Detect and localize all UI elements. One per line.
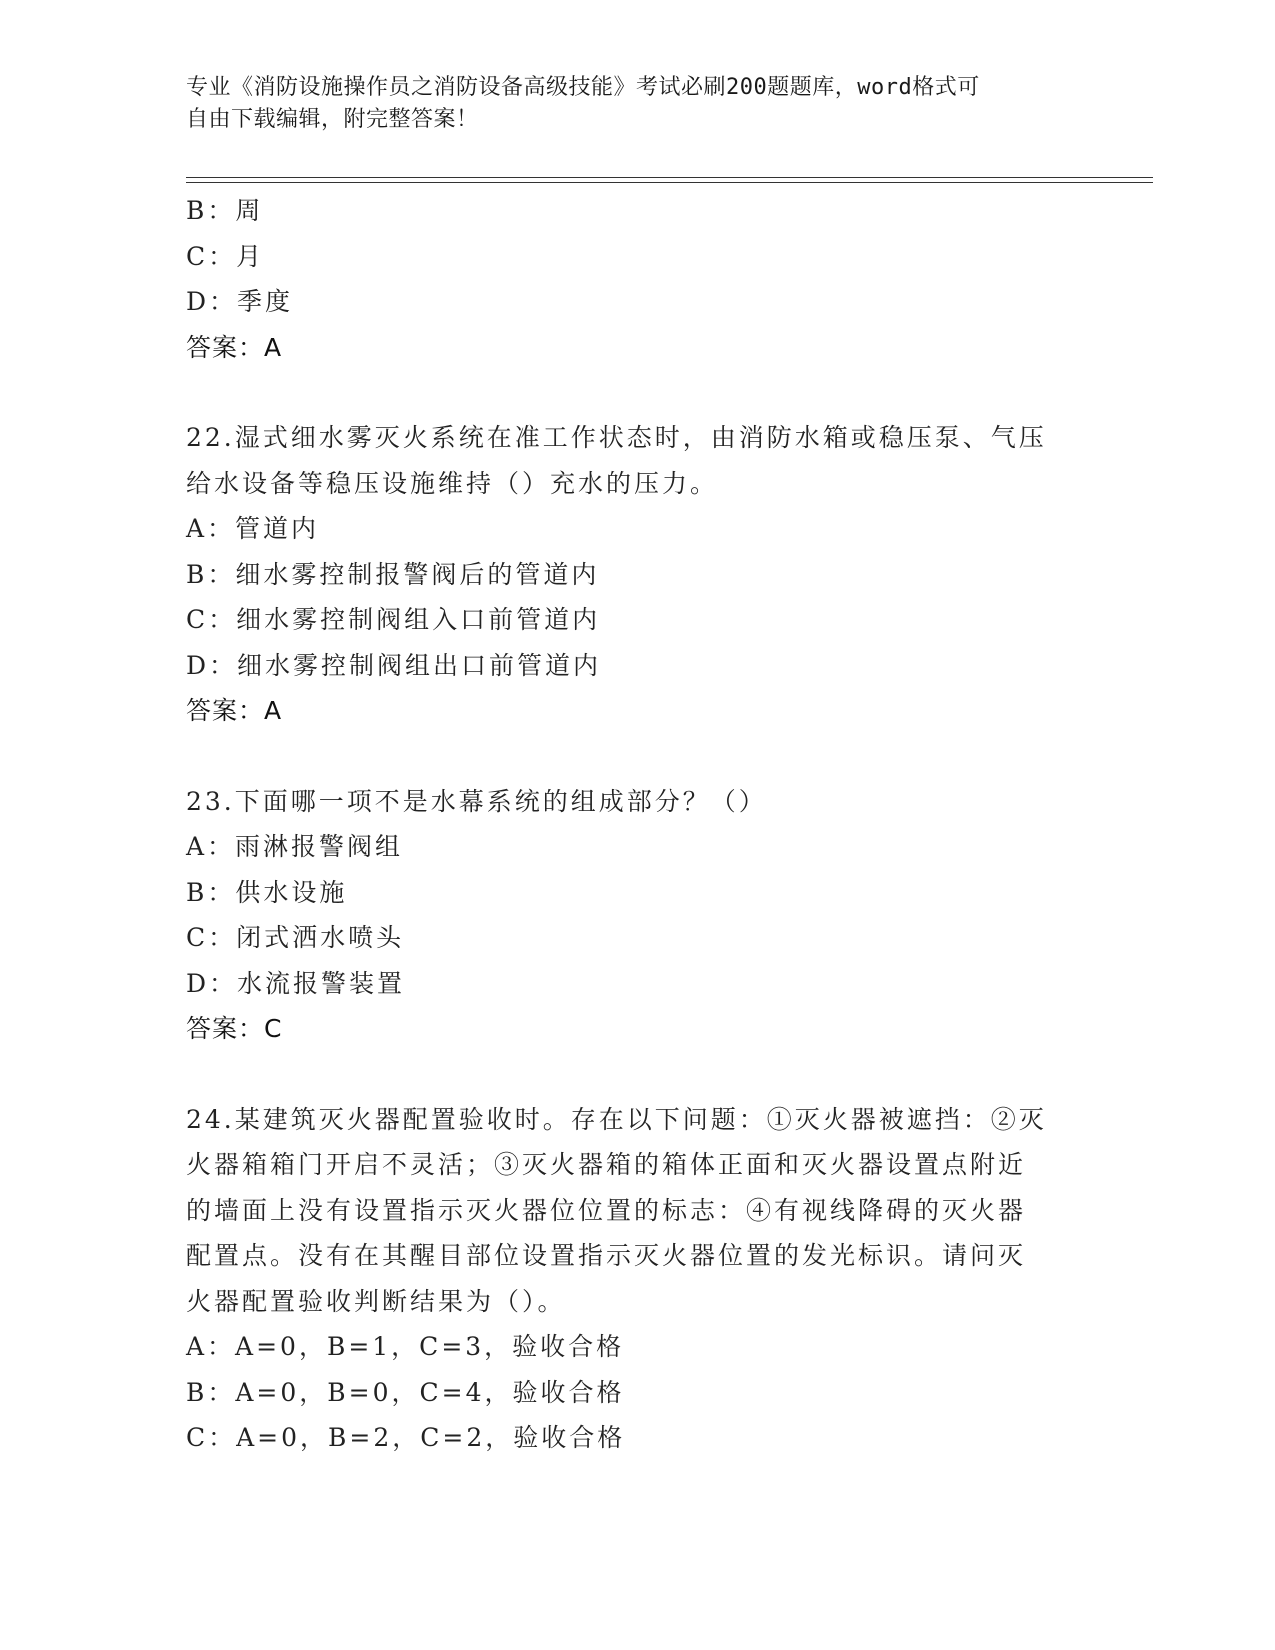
question-21-tail — [186, 188, 1086, 370]
option-c: C：月 — [186, 241, 265, 271]
option-b: B：A=0，B=0，C=4，验收合格 — [186, 1377, 625, 1407]
question-stem: 给水设备等稳压设施维持（）充水的压力。 — [186, 468, 719, 498]
question-23 — [186, 779, 1086, 1052]
option-d: D：细水雾控制阀组出口前管道内 — [186, 650, 602, 680]
answer-label: 答案：C — [186, 1014, 283, 1043]
answer-label: 答案：A — [186, 696, 283, 725]
option-c: C：闭式洒水喷头 — [186, 923, 405, 952]
header-divider — [186, 182, 1153, 183]
option-b: B：供水设施 — [186, 877, 348, 907]
option-b: B：细水雾控制报警阀后的管道内 — [186, 559, 600, 589]
question-stem: 火器箱箱门开启不灵活；③灭火器箱的箱体正面和灭火器设置点附近 — [186, 1150, 1027, 1179]
option-b: B：周 — [186, 196, 264, 225]
answer-label: 答案：A — [186, 332, 283, 362]
question-stem: 火器配置验收判断结果为（）。 — [186, 1286, 566, 1316]
header-line: 专业《消防设施操作员之消防设备高级技能》考试必刷200题题库，word格式可 — [186, 75, 980, 100]
document-header — [186, 72, 1066, 136]
header-divider — [186, 177, 1153, 178]
option-c: C：A=0，B=2，C=2，验收合格 — [186, 1423, 626, 1452]
question-22 — [186, 415, 1086, 734]
option-c: C：细水雾控制阀组入口前管道内 — [186, 605, 601, 634]
question-stem: 24.某建筑灭火器配置验收时。存在以下问题：①灭火器被遮挡：②灭 — [186, 1104, 1047, 1134]
option-a: A：雨淋报警阀组 — [186, 832, 404, 861]
option-a: A：管道内 — [186, 514, 320, 543]
question-24 — [186, 1097, 1086, 1461]
option-d: D：季度 — [186, 287, 294, 316]
question-list — [186, 188, 1086, 1461]
option-a: A：A=0，B=1，C=3，验收合格 — [186, 1332, 625, 1361]
question-stem: 配置点。没有在其醒目部位设置指示灭火器位置的发光标识。请问灭 — [186, 1241, 1027, 1270]
question-stem: 23.下面哪一项不是水幕系统的组成部分？（） — [186, 786, 767, 816]
option-d: D：水流报警装置 — [186, 968, 406, 998]
header-line: 自由下载编辑，附完整答案！ — [186, 107, 479, 132]
question-stem: 的墙面上没有设置指示灭火器位位置的标志：④有视线降碍的灭火器 — [186, 1195, 1027, 1225]
question-stem: 22.湿式细水雾灭火系统在准工作状态时，由消防水箱或稳压泵、气压 — [186, 423, 1047, 452]
